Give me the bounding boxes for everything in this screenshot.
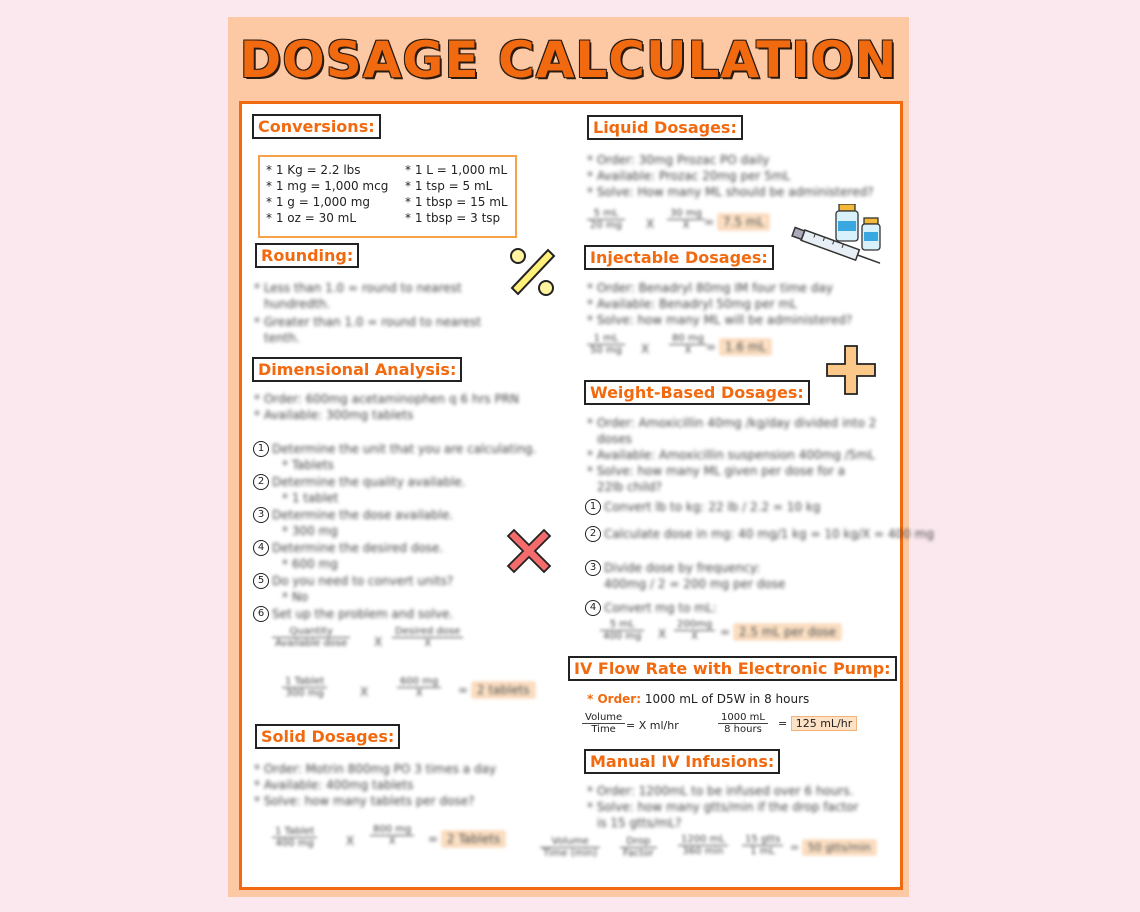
fraction: Volume Time (min) xyxy=(540,836,600,859)
step-number: 3 xyxy=(585,560,601,576)
fraction: $\frac{30 mg}{X}$ xyxy=(667,208,705,231)
conversion-item: * 1 tsp = 5 mL xyxy=(405,179,493,193)
worksheet xyxy=(228,17,934,897)
multiply-icon xyxy=(500,522,558,580)
weight-line: 22lb child? xyxy=(597,480,662,494)
manual-line: is 15 gtts/mL? xyxy=(597,816,682,830)
rounding-line: hundredth. xyxy=(264,297,331,311)
conversion-item: * 1 g = 1,000 mg xyxy=(266,195,371,209)
fraction: $\frac{5 mL}{400 mg}$ xyxy=(600,619,644,642)
ivflow-order: * Order: 1000 mL of D5W in 8 hours xyxy=(587,692,810,706)
step-number: 2 xyxy=(585,526,601,542)
answer: = 7.5 mL xyxy=(704,214,769,230)
fraction: $\frac{5 mL}{20 mg}$ xyxy=(587,208,625,231)
step-number: 4 xyxy=(585,600,601,616)
weight-header: Weight-Based Dosages: xyxy=(584,380,810,405)
solid-line: * Order: Motrin 800mg PO 3 times a day xyxy=(254,762,497,776)
answer: = 2.5 mL per dose xyxy=(720,624,841,640)
fraction: 1 Tablet 300 mg xyxy=(282,676,327,699)
weight-line: * Available: Amoxicillin suspension 400mg /5mL xyxy=(587,448,875,462)
conversion-item: * 1 oz = 30 mL xyxy=(266,211,357,225)
fraction: $\frac{80 mg}{X}$ xyxy=(669,333,707,356)
step-number: 1 xyxy=(253,441,269,457)
step-text: Determine the quality available. xyxy=(272,475,466,489)
times-sign: X xyxy=(360,685,369,699)
step-text: Set up the problem and solve. xyxy=(272,607,454,621)
answer: = 50 gtts/min xyxy=(790,840,876,856)
dimensional-line: * Available: 300mg tablets xyxy=(254,408,414,422)
fraction: $\frac{1 mL}{50 mg}$ xyxy=(587,333,625,356)
dimensional-line: * Order: 600mg acetaminophen q 6 hrs PRN xyxy=(254,392,520,406)
vials-icon xyxy=(834,204,889,259)
step-text: Convert lb to kg: 22 lb / 2.2 = 10 kg xyxy=(604,500,821,514)
solid-header: Solid Dosages: xyxy=(255,724,400,749)
answer: = 2 tablets xyxy=(458,682,535,698)
fraction: Drop Factor xyxy=(620,836,657,859)
fraction: $\frac{800 mg}{X}$ xyxy=(370,824,414,847)
step-number: 2 xyxy=(253,474,269,490)
step-text: Calculate dose in mg: 40 mg/1 kg = 10 kg/X = 400 mg xyxy=(604,527,934,541)
step-number: 5 xyxy=(253,573,269,589)
step-number: 6 xyxy=(253,606,269,622)
times-sign: X xyxy=(346,834,355,848)
liquid-header: Liquid Dosages: xyxy=(587,115,743,140)
step-number: 3 xyxy=(253,507,269,523)
injectable-line: * Order: Benadryl 80mg IM four time day xyxy=(587,281,833,295)
step-number: 1 xyxy=(585,499,601,515)
conversion-item: * 1 tbsp = 15 mL xyxy=(405,195,508,209)
fraction: Volume Time xyxy=(582,712,625,735)
times-sign: X xyxy=(646,217,655,231)
step-sub: * Tablets xyxy=(282,458,334,472)
percent-icon xyxy=(504,244,560,300)
ivflow-equation: = X ml/hr xyxy=(626,719,679,732)
conversion-item: * 1 tbsp = 3 tsp xyxy=(405,211,501,225)
conversions-header: Conversions: xyxy=(252,114,381,139)
fraction: Quantity Available dose xyxy=(272,626,350,649)
injectable-line: * Solve: how many ML will be administered? xyxy=(587,313,853,327)
rounding-line: * Less than 1.0 = round to nearest xyxy=(254,281,462,295)
step-text: Divide dose by frequency: xyxy=(604,561,761,575)
times-sign: X xyxy=(374,635,383,649)
step-sub: * No xyxy=(282,590,309,604)
fraction: 15 gtts 1 mL xyxy=(742,834,783,857)
fraction: $\frac{200mg}{X}$ xyxy=(674,619,715,642)
page-title: DOSAGE CALCULATION xyxy=(239,31,898,89)
times-sign: X xyxy=(658,627,667,641)
liquid-line: * Order: 30mg Prozac PO daily xyxy=(587,153,770,167)
rounding-line: tenth. xyxy=(264,331,300,345)
injectable-header: Injectable Dosages: xyxy=(584,245,774,270)
step-text: Determine the dose available. xyxy=(272,508,454,522)
weight-line: * Solve: how many ML given per dose for a xyxy=(587,464,846,478)
conversion-item: * 1 mg = 1,000 mcg xyxy=(266,179,389,193)
manual-line: * Order: 1200mL to be infused over 6 hours. xyxy=(587,784,854,798)
content-panel xyxy=(239,101,934,890)
answer: = 1.6 mL xyxy=(706,339,771,355)
weight-line: doses xyxy=(597,432,632,446)
conversion-item: * 1 Kg = 2.2 lbs xyxy=(266,163,361,177)
fraction: 1200 mL 360 min xyxy=(678,834,728,857)
step-sub: * 300 mg xyxy=(282,524,338,538)
fraction: $\frac{600 mg}{X}$ xyxy=(397,676,441,699)
step-text: Convert mg to mL: xyxy=(604,601,717,615)
step-text: Determine the desired dose. xyxy=(272,541,444,555)
answer: = 2 Tablets xyxy=(428,831,505,847)
plus-icon xyxy=(825,344,877,396)
ivflow-header: IV Flow Rate with Electronic Pump: xyxy=(568,656,897,681)
step-sub: * 600 mg xyxy=(282,557,338,571)
step-sub: * 1 tablet xyxy=(282,491,339,505)
fraction: Desired dose X xyxy=(392,626,463,649)
manual-header: Manual IV Infusions: xyxy=(584,749,780,774)
rounding-header: Rounding: xyxy=(255,243,359,268)
step-text: Do you need to convert units? xyxy=(272,574,454,588)
step-text: Determine the unit that you are calculating. xyxy=(272,442,537,456)
dimensional-header: Dimensional Analysis: xyxy=(252,357,462,382)
fraction: 1 Tablet 400 mg xyxy=(272,826,317,849)
times-sign: X xyxy=(641,342,650,356)
weight-line: * Order: Amoxicillin 40mg /kg/day divided into 2 xyxy=(587,416,877,430)
manual-line: * Solve: how many gtts/min if the drop factor xyxy=(587,800,859,814)
fraction: 1000 mL 8 hours xyxy=(718,712,768,735)
solid-line: * Available: 400mg tablets xyxy=(254,778,414,792)
conversions-box xyxy=(258,155,517,238)
solid-line: * Solve: how many tablets per dose? xyxy=(254,794,475,808)
step-text: 400mg / 2 = 200 mg per dose xyxy=(604,577,786,591)
rounding-line: * Greater than 1.0 = round to nearest xyxy=(254,315,482,329)
liquid-line: * Available: Prozac 20mg per 5mL xyxy=(587,169,791,183)
liquid-line: * Solve: How many ML should be administered? xyxy=(587,185,874,199)
conversion-item: * 1 L = 1,000 mL xyxy=(405,163,508,177)
ivflow-answer: = 125 mL/hr xyxy=(778,716,857,732)
step-number: 4 xyxy=(253,540,269,556)
injectable-line: * Available: Benadryl 50mg per mL xyxy=(587,297,797,311)
